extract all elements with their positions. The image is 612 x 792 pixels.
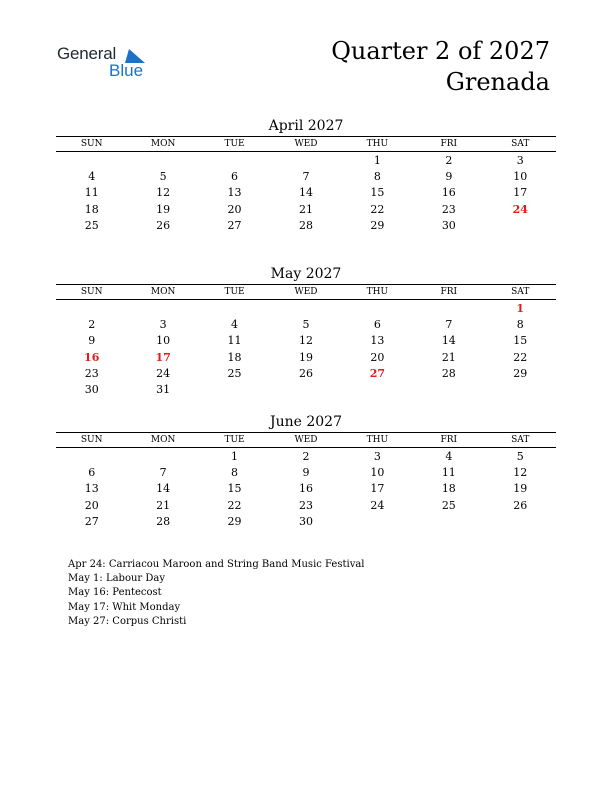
day-cell: 5: [516, 450, 524, 463]
day-cell: [199, 301, 270, 317]
day-cell: 12: [513, 466, 528, 480]
day-cell: [199, 153, 270, 169]
day-cell: 2: [88, 318, 96, 332]
week-row: [56, 218, 556, 234]
holiday-day-cell: 1: [516, 302, 525, 315]
week-row: [56, 333, 556, 349]
week-row: [56, 465, 556, 481]
day-cell: 25: [84, 218, 99, 232]
day-cell: 13: [227, 186, 242, 200]
day-cell: 2: [445, 154, 453, 167]
day-cell: 8: [516, 318, 524, 332]
weekday-header-row: [56, 137, 556, 152]
week-row: [56, 153, 556, 169]
day-cell: 18: [441, 482, 456, 496]
day-cell: 23: [298, 498, 313, 512]
day-cell: 22: [227, 498, 242, 512]
day-cell: 6: [373, 318, 381, 332]
day-cell: 26: [298, 366, 313, 380]
day-cell: [270, 301, 341, 317]
day-cell: 15: [513, 334, 528, 348]
day-cell: 17: [370, 482, 385, 496]
holiday-entry: May 27: Corpus Christi: [68, 615, 187, 627]
weekday-label: THU: [366, 287, 389, 297]
day-cell: 1: [231, 450, 239, 463]
day-cell: [127, 301, 198, 317]
day-cell: [199, 382, 270, 398]
day-cell: 19: [298, 350, 313, 364]
day-cell: 8: [373, 170, 381, 184]
day-cell: [485, 218, 556, 234]
month-june: [56, 412, 556, 530]
day-cell: 25: [227, 366, 242, 380]
day-cell: 27: [84, 514, 99, 528]
day-cell: [56, 153, 127, 169]
weekday-label: FRI: [440, 287, 458, 297]
week-row: [56, 366, 556, 382]
weekday-label: SAT: [511, 435, 530, 445]
logo-blue-text: Blue: [109, 61, 144, 80]
day-cell: 12: [156, 186, 171, 200]
holiday-entry: Apr 24: Carriacou Maroon and String Band Music Festival: [68, 559, 365, 570]
day-cell: 3: [516, 154, 524, 167]
logo-general-text: General: [57, 44, 117, 63]
day-cell: 10: [370, 466, 385, 480]
day-cell: 28: [156, 514, 171, 528]
week-row: [56, 202, 556, 218]
day-cell: 24: [156, 366, 171, 380]
day-cell: 5: [302, 318, 310, 332]
weekday-label: THU: [366, 435, 389, 445]
day-cell: 17: [513, 186, 528, 200]
weekday-label: TUE: [224, 287, 245, 297]
day-cell: 13: [84, 482, 99, 496]
day-cell: 30: [84, 382, 99, 396]
day-cell: 16: [441, 186, 456, 200]
day-cell: 7: [445, 318, 453, 332]
day-cell: 14: [441, 334, 456, 348]
day-cell: 14: [156, 482, 171, 496]
weekday-label: WED: [294, 287, 318, 297]
week-list: [56, 300, 556, 398]
weekday-label: SUN: [80, 139, 103, 149]
day-cell: 21: [441, 350, 456, 364]
holiday-entry: May 17: Whit Monday: [68, 601, 181, 613]
day-cell: [127, 153, 198, 169]
day-cell: 9: [302, 466, 310, 480]
day-cell: [56, 301, 127, 317]
month-title: April 2027: [268, 118, 344, 134]
day-cell: [342, 301, 413, 317]
day-cell: 10: [513, 170, 528, 184]
day-cell: 11: [84, 186, 99, 200]
week-list: [56, 448, 556, 530]
day-cell: 14: [298, 186, 313, 200]
day-cell: 15: [227, 482, 242, 496]
month-title: June 2027: [269, 414, 342, 430]
day-cell: [342, 514, 413, 530]
weekday-label: FRI: [440, 139, 458, 149]
week-row: [56, 317, 556, 333]
week-row: [56, 185, 556, 201]
day-cell: 21: [298, 202, 313, 216]
day-cell: 3: [159, 318, 167, 332]
day-cell: 25: [441, 498, 456, 512]
day-cell: 11: [227, 334, 242, 348]
weekday-label: FRI: [440, 435, 458, 445]
weekday-label: TUE: [224, 139, 245, 149]
day-cell: 18: [84, 202, 99, 216]
day-cell: 18: [227, 350, 242, 364]
day-cell: [270, 382, 341, 398]
day-cell: 20: [227, 202, 242, 216]
day-cell: 26: [513, 498, 528, 512]
day-cell: 23: [84, 366, 99, 380]
month-may: [56, 264, 556, 398]
page-title: [331, 36, 550, 98]
day-cell: 3: [373, 450, 381, 463]
month-april: [56, 116, 556, 234]
day-cell: 7: [159, 466, 167, 480]
day-cell: 22: [370, 202, 385, 216]
weekday-label: WED: [294, 139, 318, 149]
weekday-label: SUN: [80, 287, 103, 297]
day-cell: 22: [513, 350, 528, 364]
day-cell: 31: [156, 382, 171, 396]
day-cell: 19: [513, 482, 528, 496]
weekday-label: MON: [150, 287, 176, 297]
week-row: [56, 382, 556, 398]
day-cell: [56, 449, 127, 465]
day-cell: 21: [156, 498, 171, 512]
day-cell: 20: [370, 350, 385, 364]
day-cell: 4: [445, 450, 453, 463]
week-row: [56, 449, 556, 465]
quarter-title: Quarter 2 of 2027: [331, 37, 550, 65]
logo: [57, 44, 157, 84]
day-cell: 30: [441, 218, 456, 232]
day-cell: 28: [298, 218, 313, 232]
day-cell: 27: [227, 218, 242, 232]
day-cell: 16: [298, 482, 313, 496]
day-cell: 8: [231, 466, 239, 480]
weekday-label: MON: [150, 435, 176, 445]
day-cell: [413, 301, 484, 317]
holiday-list: [68, 558, 365, 629]
weekday-label: THU: [366, 139, 389, 149]
day-cell: 2: [302, 450, 310, 463]
day-cell: 30: [298, 514, 313, 528]
week-list: [56, 152, 556, 234]
weekday-label: TUE: [224, 435, 245, 445]
country-title: Grenada: [445, 68, 550, 96]
week-row: [56, 350, 556, 366]
day-cell: [485, 382, 556, 398]
day-cell: 24: [370, 498, 385, 512]
week-row: [56, 301, 556, 317]
day-cell: 1: [373, 154, 381, 167]
day-cell: [413, 514, 484, 530]
day-cell: 10: [156, 334, 171, 348]
day-cell: 6: [88, 466, 96, 480]
day-cell: 23: [441, 202, 456, 216]
holiday-entry: May 1: Labour Day: [68, 573, 165, 585]
day-cell: 9: [445, 170, 453, 184]
weekday-header-row: [56, 433, 556, 448]
day-cell: 7: [302, 170, 310, 184]
weekday-header-row: [56, 285, 556, 300]
weekday-label: SUN: [80, 435, 103, 445]
day-cell: 11: [441, 466, 456, 480]
day-cell: 15: [370, 186, 385, 200]
day-cell: [413, 382, 484, 398]
week-row: [56, 498, 556, 514]
weekday-label: SAT: [511, 139, 530, 149]
day-cell: 20: [84, 498, 99, 512]
day-cell: [485, 514, 556, 530]
day-cell: 28: [441, 366, 456, 380]
week-row: [56, 481, 556, 497]
month-title: May 2027: [270, 266, 342, 282]
holiday-entry: May 16: Pentecost: [68, 587, 162, 599]
day-cell: 13: [370, 334, 385, 348]
day-cell: 26: [156, 218, 171, 232]
day-cell: 19: [156, 202, 171, 216]
week-row: [56, 514, 556, 530]
day-cell: 4: [231, 318, 239, 332]
day-cell: [342, 382, 413, 398]
weekday-label: WED: [294, 435, 318, 445]
day-cell: 12: [298, 334, 313, 348]
holiday-day-cell: 24: [512, 202, 528, 216]
weekday-label: MON: [150, 139, 176, 149]
weekday-label: SAT: [511, 287, 530, 297]
day-cell: 29: [370, 218, 385, 232]
holiday-day-cell: 27: [369, 366, 386, 380]
day-cell: 5: [159, 170, 167, 184]
holiday-day-cell: 16: [84, 350, 100, 364]
day-cell: [127, 449, 198, 465]
day-cell: 4: [88, 170, 96, 184]
holiday-day-cell: 17: [155, 350, 171, 364]
week-row: [56, 169, 556, 185]
day-cell: 29: [227, 514, 242, 528]
day-cell: 6: [231, 170, 239, 184]
day-cell: 9: [88, 334, 96, 348]
day-cell: 29: [513, 366, 528, 380]
day-cell: [270, 153, 341, 169]
